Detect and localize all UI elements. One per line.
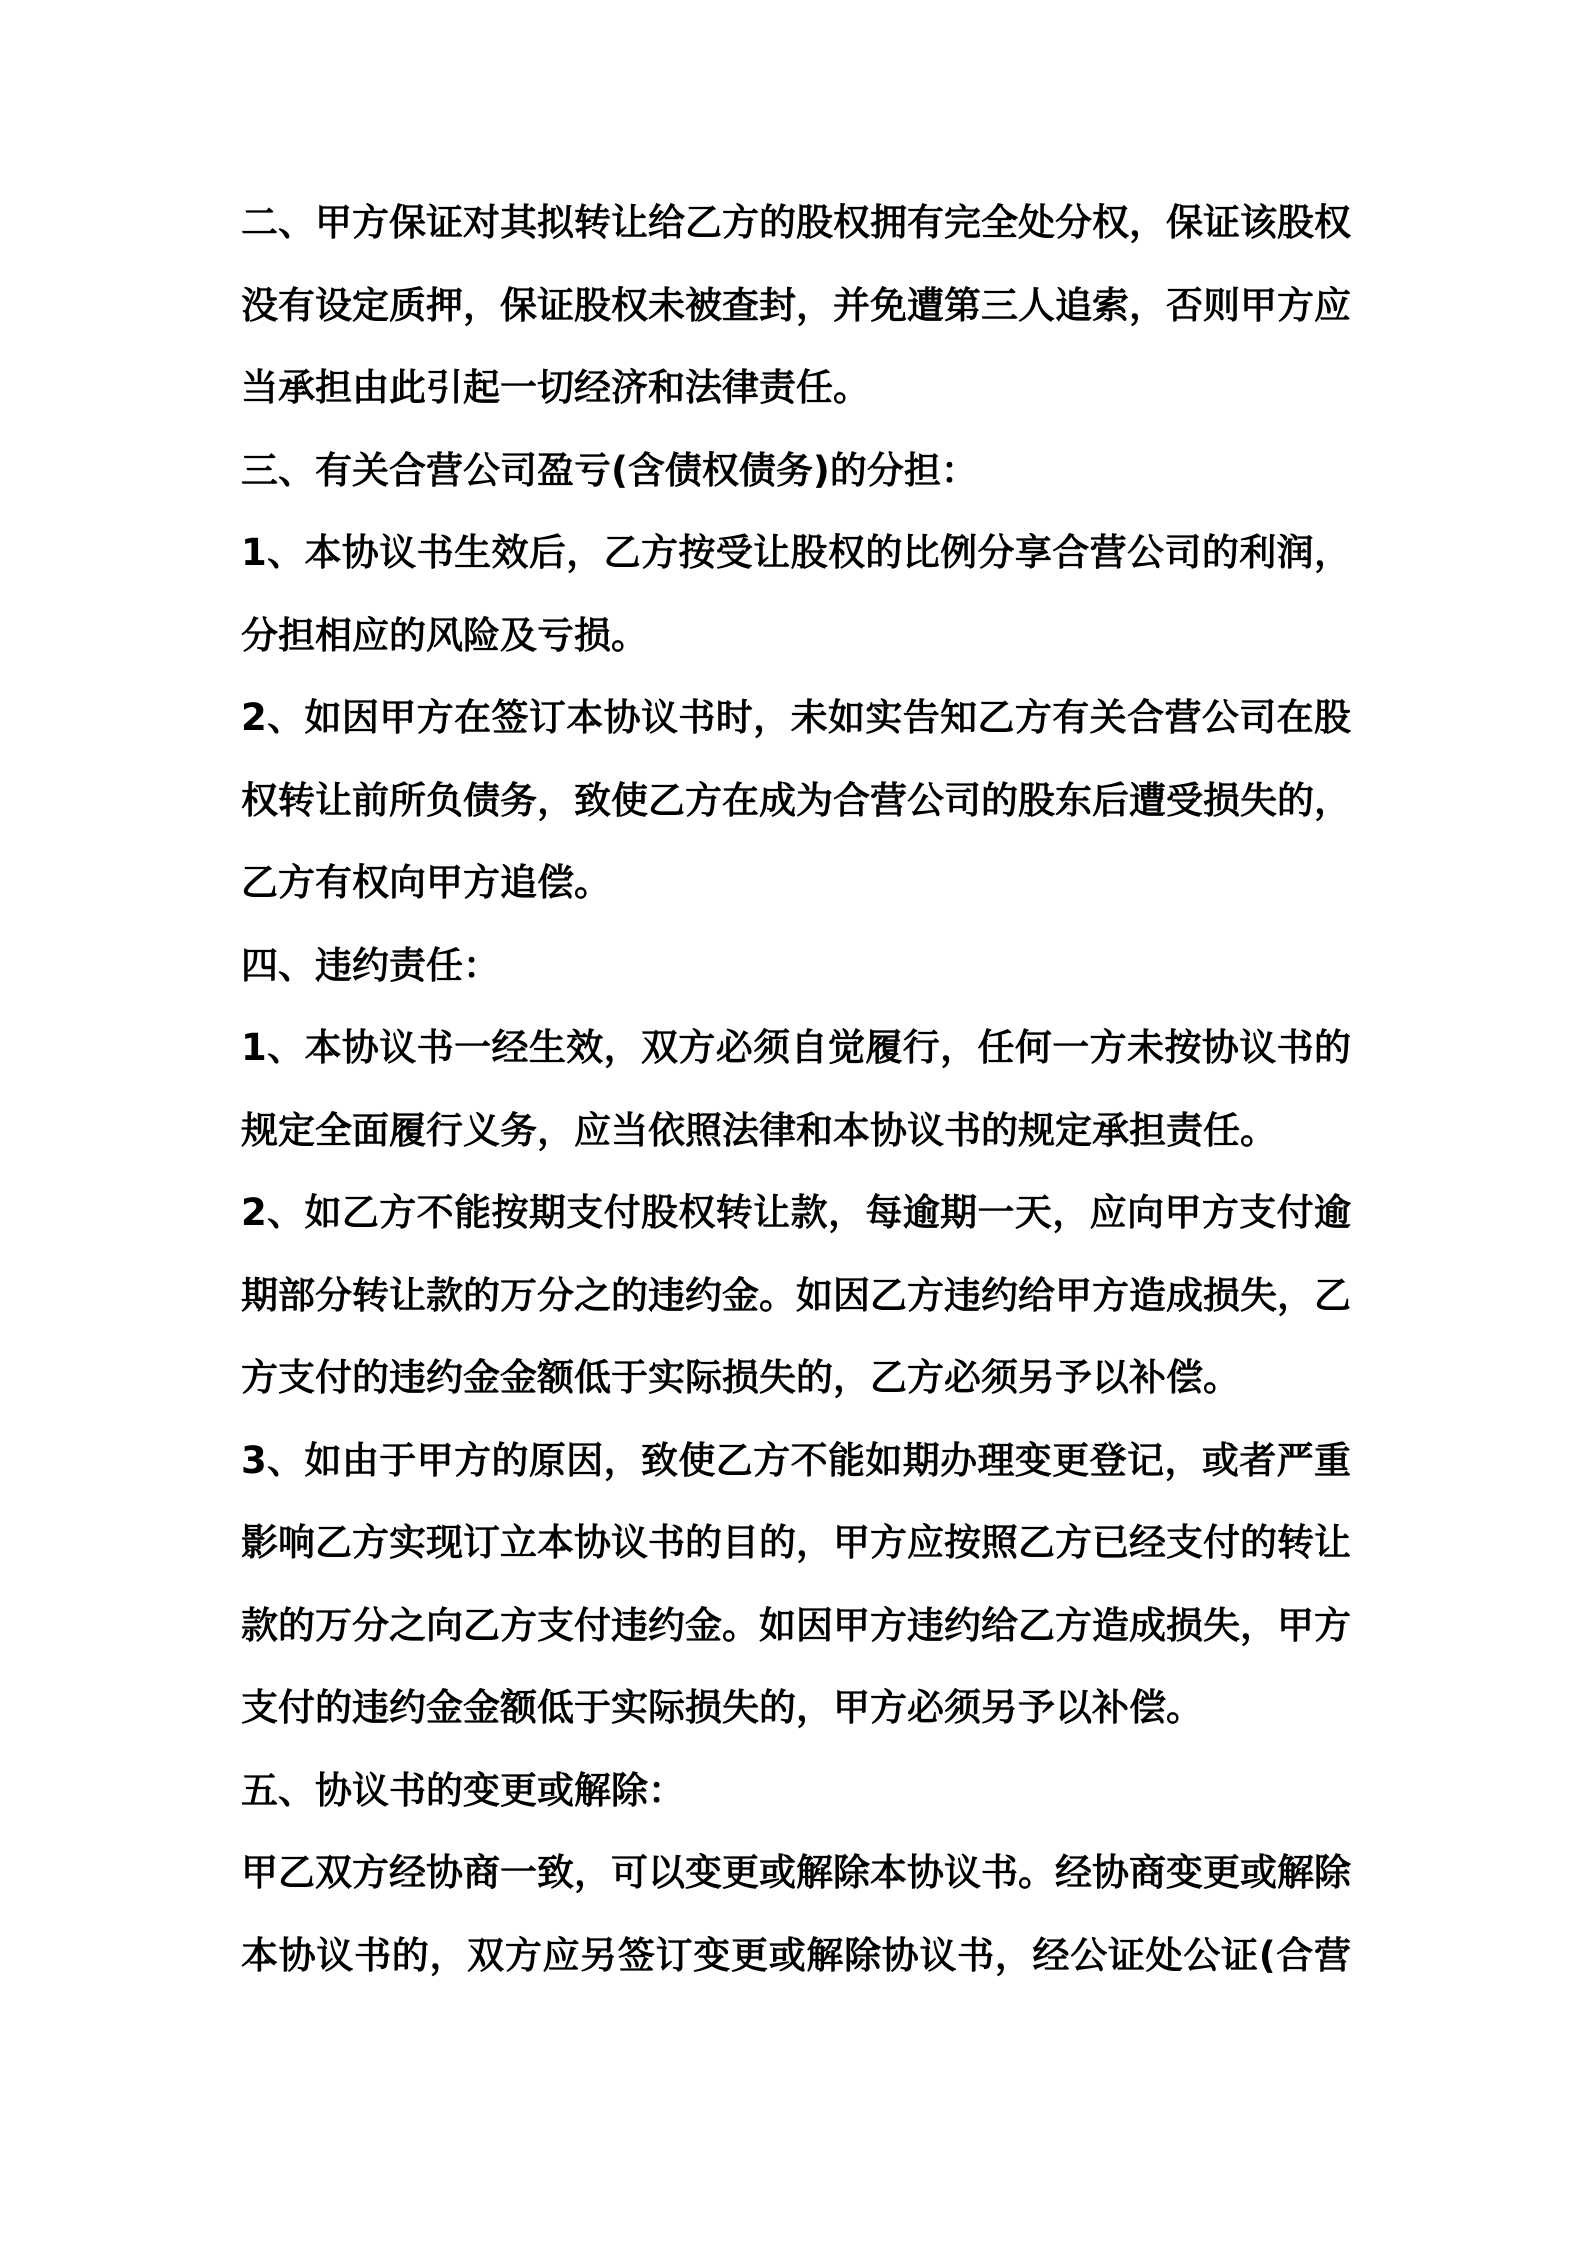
document-line: 期部分转让款的万分之的违约金。如因乙方违约给甲方造成损失，乙 xyxy=(241,1273,1351,1317)
document-line: 1、本协议书生效后，乙方按受让股权的比例分享合营公司的利润， xyxy=(241,531,1351,574)
document-line: 甲乙双方经协商一致，可以变更或解除本协议书。经协商变更或解除 xyxy=(241,1851,1351,1894)
document-line: 款的万分之向乙方支付违约金。如因甲方违约给乙方造成损失，甲方 xyxy=(241,1603,1351,1647)
document-line: 本协议书的，双方应另签订变更或解除协议书，经公证处公证(合营 xyxy=(241,1933,1351,1977)
document-line: 五、协议书的变更或解除： xyxy=(241,1768,685,1812)
document-line: 二、甲方保证对其拟转让给乙方的股权拥有完全处分权，保证该股权 xyxy=(241,201,1351,244)
document-line: 当承担由此引起一切经济和法律责任。 xyxy=(241,366,870,409)
document-line: 1、本协议书一经生效，双方必须自觉履行，任何一方未按协议书的 xyxy=(241,1026,1351,1069)
document-line: 3、如由于甲方的原因，致使乙方不能如期办理变更登记，或者严重 xyxy=(241,1438,1351,1482)
document-line: 规定全面履行义务，应当依照法律和本协议书的规定承担责任。 xyxy=(241,1108,1277,1152)
document-line: 影响乙方实现订立本协议书的目的，甲方应按照乙方已经支付的转让 xyxy=(241,1521,1351,1564)
document-line: 四、违约责任： xyxy=(241,943,500,987)
document-line: 权转让前所负债务，致使乙方在成为合营公司的股东后遭受损失的， xyxy=(241,778,1351,822)
document-line: 2、如因甲方在签订本协议书时，未如实告知乙方有关合营公司在股 xyxy=(241,696,1351,739)
document-line: 三、有关合营公司盈亏(含债权债务)的分担： xyxy=(241,448,978,492)
document-line: 2、如乙方不能按期支付股权转让款，每逾期一天，应向甲方支付逾 xyxy=(241,1191,1351,1234)
document-line: 方支付的违约金金额低于实际损失的，乙方必须另予以补偿。 xyxy=(241,1356,1240,1399)
document-line: 支付的违约金金额低于实际损失的，甲方必须另予以补偿。 xyxy=(241,1686,1203,1729)
document-line: 乙方有权向甲方追偿。 xyxy=(241,861,611,904)
document-line: 分担相应的风险及亏损。 xyxy=(241,613,648,657)
document-text-block xyxy=(241,182,1351,1997)
document-line: 没有设定质押，保证股权未被查封，并免遭第三人追索，否则甲方应 xyxy=(241,283,1351,327)
